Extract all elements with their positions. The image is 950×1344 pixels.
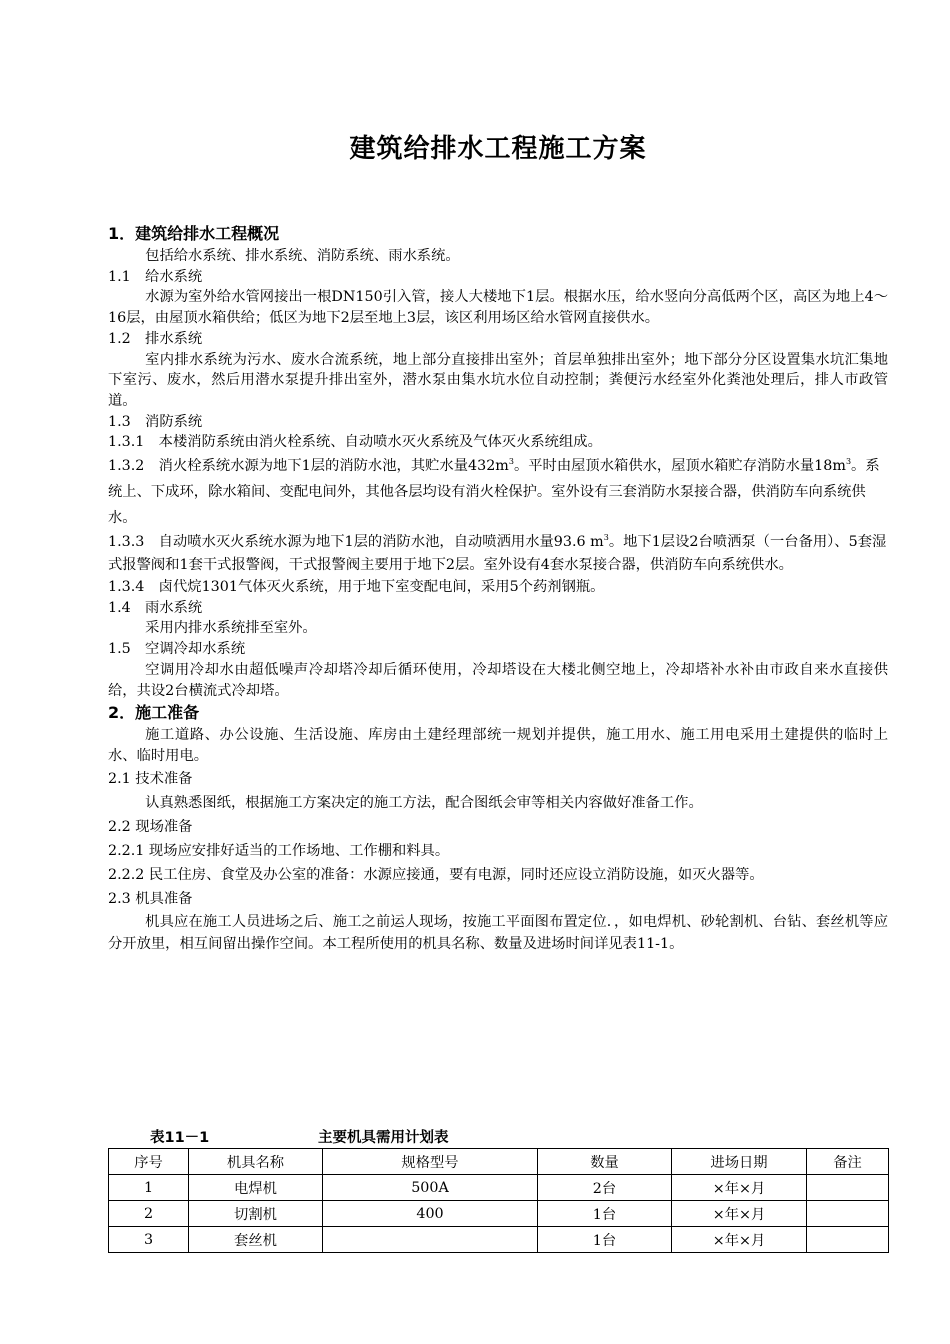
section-1-heading: 1．建筑给排水工程概况 bbox=[108, 224, 280, 243]
section-2-intro: 施工道路、办公设施、生活设施、库房由土建经理部统一规划并提供，施工用水、施工用电采用土建提供的临时上水、临时用电。 bbox=[108, 727, 888, 764]
table-cell bbox=[807, 1201, 889, 1227]
section-1-5-heading: 1.5 空调冷却水系统 bbox=[108, 641, 246, 658]
header-cell: 数量 bbox=[538, 1149, 672, 1175]
header-cell: 备注 bbox=[807, 1149, 889, 1175]
section-2-2-heading: 2.2 现场准备 bbox=[108, 818, 193, 835]
section-1-intro: 包括给水系统、排水系统、消防系统、雨水系统。 bbox=[145, 248, 460, 264]
section-2-1-text: 认真熟悉图纸，根据施工方案决定的施工方法，配合图纸会审等相关内容做好准备工作。 bbox=[145, 794, 703, 811]
table-caption bbox=[108, 1126, 888, 1146]
section-2-1-heading: 2.1 技术准备 bbox=[108, 770, 193, 787]
section-1-2-heading: 1.2 排水系统 bbox=[108, 330, 203, 347]
section-2-3-heading: 2.3 机具准备 bbox=[108, 890, 193, 907]
section-1-3-2: 1.3.2 消火栓系统水源为地下1层的消防水池，其贮水量$432m^3$。平时由屋顶水箱供水，屋顶水箱贮存消防水量$18m^3$。系统上、下成环，除水箱间、变配电间外，其他各层均设有消火栓保护。室外设有三套消防水泵接合器，供消防车向系统供水。 bbox=[108, 457, 880, 527]
table-row bbox=[109, 1175, 889, 1201]
section-1-3-1: 1.3.1 本楼消防系统由消火栓系统、自动喷水灭火系统及气体灭火系统组成。 bbox=[108, 434, 602, 451]
table-title: 主要机具需用计划表 bbox=[318, 1130, 449, 1146]
table-header-row bbox=[109, 1149, 889, 1175]
table-cell: ×年×月 bbox=[672, 1201, 807, 1227]
table-cell: 2台 bbox=[538, 1175, 672, 1201]
table-cell: 500A bbox=[323, 1175, 538, 1201]
table-cell bbox=[323, 1227, 538, 1253]
table-cell bbox=[807, 1175, 889, 1201]
header-cell: 序号 bbox=[109, 1149, 189, 1175]
section-1-5-text: 空调用冷却水由超低噪声冷却塔冷却后循环使用，冷却塔设在大楼北侧空地上，冷却塔补水补由市政自来水直接供给，共设2台横流式冷却塔。 bbox=[108, 661, 888, 699]
section-1-4-text: 采用内排水系统排至室外。 bbox=[145, 620, 317, 637]
section-1-3-4: 1.3.4 卤代烷1301气体灭火系统，用于地下室变配电间，采用5个药剂钢瓶。 bbox=[108, 579, 605, 596]
header-cell: 规格型号 bbox=[323, 1149, 538, 1175]
table-cell: 2 bbox=[109, 1201, 189, 1227]
table-cell: ×年×月 bbox=[672, 1227, 807, 1253]
section-2-2-1: 2.2.1 现场应安排好适当的工作场地、工作棚和料具。 bbox=[108, 842, 450, 859]
section-2-heading: 2．施工准备 bbox=[108, 703, 200, 723]
document-title: 建筑给排水工程施工方案 bbox=[349, 134, 647, 164]
table-cell: 400 bbox=[323, 1201, 538, 1227]
section-2-2-2: 2.2.2 民工住房、食堂及办公室的准备：水源应接通，要有电源，同时还应设立消防设施，如灭火器等。 bbox=[108, 866, 764, 883]
table-cell: 切割机 bbox=[189, 1201, 323, 1227]
table-row bbox=[109, 1227, 889, 1253]
section-1-1-heading: 1.1 给水系统 bbox=[108, 268, 203, 285]
table-cell: ×年×月 bbox=[672, 1175, 807, 1201]
table-number: 表11－1 bbox=[150, 1130, 210, 1146]
section-1-3-3: 1.3.3 自动喷水灭火系统水源为地下1层的消防水池，自动喷洒用水量93.6 $m^3$。地下1层设2台喷洒泵（一台备用）、5套湿式报警阀和1套干式报警阀，干式报警阀主要用于地下2层。室外设有4套水泵接合器，供消防车向系统供水。 bbox=[108, 533, 887, 574]
document-body bbox=[108, 222, 888, 955]
section-1-4-heading: 1.4 雨水系统 bbox=[108, 599, 203, 616]
section-1-1-text: 水源为室外给水管网接出一根DN150引入管，接人大楼地下1层。根据水压，给水竖向分高低两个区，高区为地上4～16层，由屋顶水箱供给；低区为地下2层至地上3层，该区利用场区给水管网直接供水。 bbox=[108, 289, 888, 327]
table-cell: 套丝机 bbox=[189, 1227, 323, 1253]
section-2-3-text: 机具应在施工人员进场之后、施工之前运人现场，按施工平面图布置定位．，如电焊机、砂轮割机、台钻、套丝机等应分开放里，相互间留出操作空间。本工程所使用的机具名称、数量及进场时间详见表11-1。 bbox=[108, 913, 888, 952]
equipment-table bbox=[108, 1148, 889, 1253]
table-cell: 1台 bbox=[538, 1201, 672, 1227]
table-row bbox=[109, 1201, 889, 1227]
section-1-3-heading: 1.3 消防系统 bbox=[108, 413, 203, 430]
header-cell: 机具名称 bbox=[189, 1149, 323, 1175]
table-cell: 3 bbox=[109, 1227, 189, 1253]
table-cell: 1台 bbox=[538, 1227, 672, 1253]
table-cell: 1 bbox=[109, 1175, 189, 1201]
table-cell: 电焊机 bbox=[189, 1175, 323, 1201]
section-1-2-text: 室内排水系统为污水、废水合流系统，地上部分直接排出室外；首层单独排出室外；地下部分分区设置集水坑汇集地下室污、废水，然后用潜水泵提升排出室外，潜水泵由集水坑水位自动控制；粪便污水经室外化粪池处理后，排人市政管道。 bbox=[108, 351, 888, 409]
header-cell: 进场日期 bbox=[672, 1149, 807, 1175]
table-cell bbox=[807, 1227, 889, 1253]
